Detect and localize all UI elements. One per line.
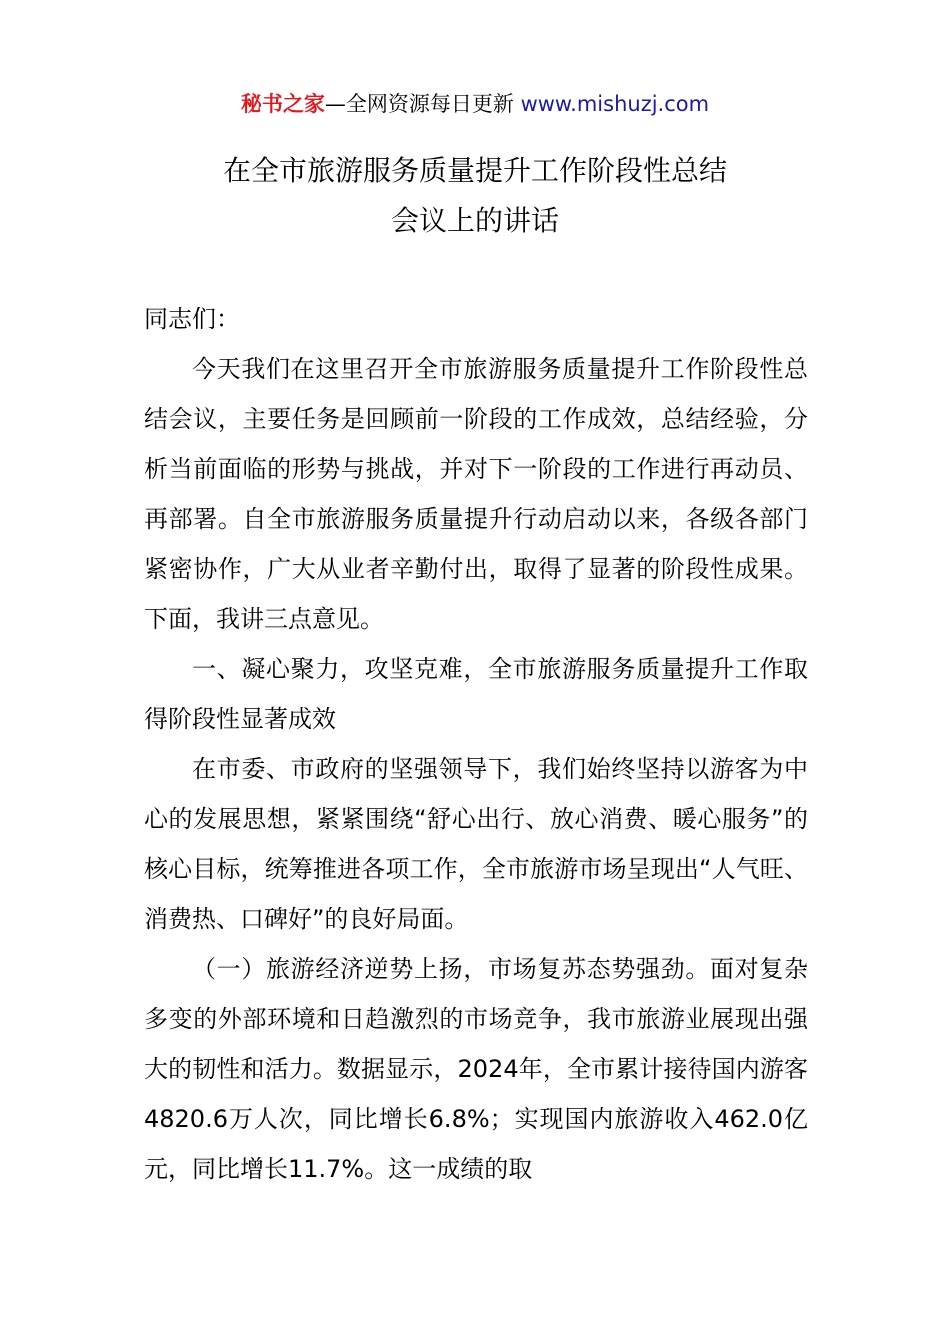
site-brand: 秘书之家 <box>240 92 325 116</box>
document-title <box>0 146 950 246</box>
section-heading-1: 一、凝心聚力，攻坚克难，全市旅游服务质量提升工作取得阶段性显著成效 <box>144 655 808 733</box>
site-url-link[interactable]: www.mishuzj.com <box>520 92 710 116</box>
salutation: 同志们： <box>144 305 240 333</box>
paragraph-section-1: 在市委、市政府的坚强领导下，我们始终坚持以游客为中心的发展思想，紧紧围绕“舒心出行、放心消费、暖心服务”的核心目标，统筹推进各项工作，全市旅游市场呈现出“人气旺、消费热、口碑好”的良好局面。 <box>144 755 808 933</box>
document-body <box>144 294 808 1194</box>
site-tagline: —全网资源每日更新 <box>324 92 521 116</box>
site-header <box>0 88 950 120</box>
paragraph-subsection-1: （一）旅游经济逆势上扬，市场复苏态势强劲。面对复杂多变的外部环境和日趋激烈的市场竞争，我市旅游业展现出强大的韧性和活力。数据显示，2024年，全市累计接待国内游客4820.6万人次，同比增长6.8%；实现国内旅游收入462.0亿元，同比增长11.7%。这一成绩的取 <box>144 955 808 1183</box>
paragraph-intro: 今天我们在这里召开全市旅游服务质量提升工作阶段性总结会议，主要任务是回顾前一阶段的工作成效，总结经验，分析当前面临的形势与挑战，并对下一阶段的工作进行再动员、再部署。自全市旅游服务质量提升行动启动以来，各级各部门紧密协作，广大从业者辛勤付出，取得了显著的阶段性成果。下面，我讲三点意见。 <box>144 355 808 633</box>
title-line-1: 在全市旅游服务质量提升工作阶段性总结 <box>222 154 727 187</box>
title-line-2: 会议上的讲话 <box>390 204 559 237</box>
